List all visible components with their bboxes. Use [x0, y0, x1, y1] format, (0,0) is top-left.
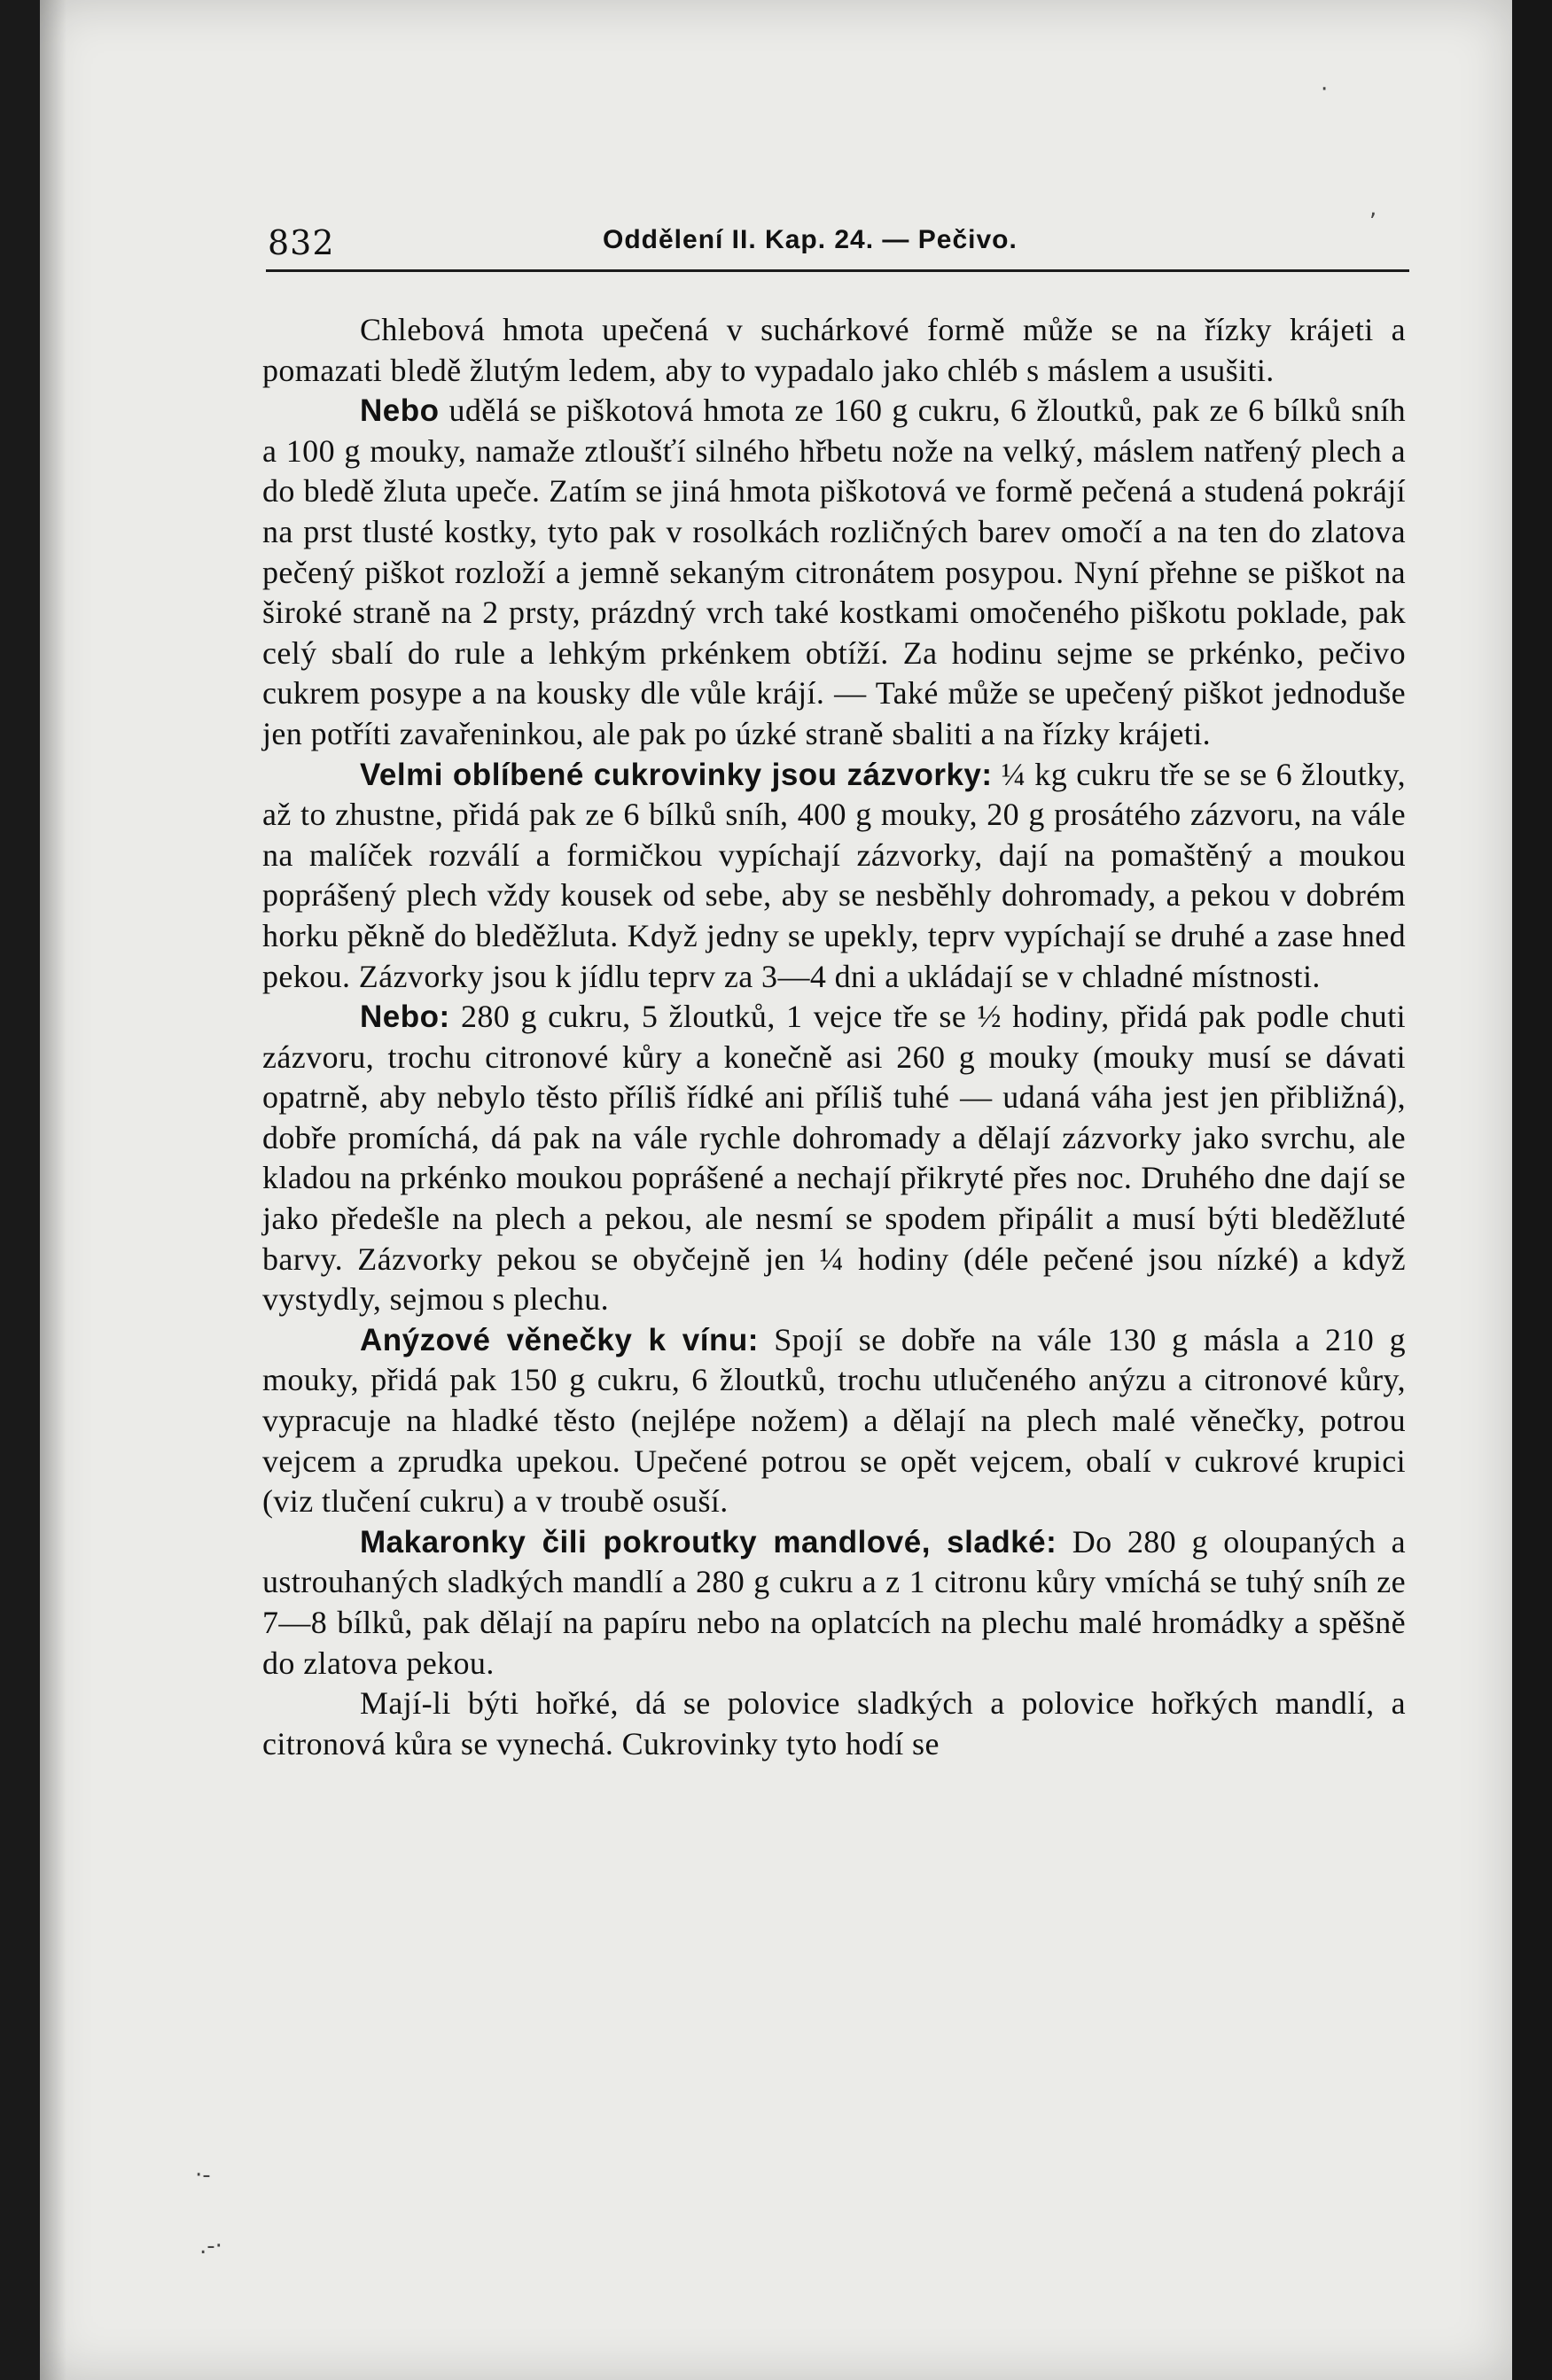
paragraph [262, 755, 1406, 998]
speck-mark: ·- [195, 2162, 211, 2189]
scan-border-right [1512, 0, 1552, 2380]
speck-mark: .-· [199, 2233, 222, 2259]
page-body [262, 310, 1406, 1764]
paragraph-lead: Velmi oblíbené cukrovinky jsou zázvorky: [360, 757, 993, 792]
page-number: 832 [268, 223, 335, 262]
paragraph [262, 1320, 1406, 1522]
paragraph-text: Chlebová hmota upečená v suchárkové formě může se na řízky krájeti a pomazati bledě žlutým ledem, aby to vypadalo jako chléb s máslem a usušiti. [262, 312, 1406, 388]
paragraph [262, 1522, 1406, 1684]
paragraph-lead: Anýzové věnečky k vínu: [360, 1322, 759, 1357]
paragraph-text: udělá se piškotová hmota ze 160 g cukru, 6 žloutků, pak ze 6 bílků sníh a 100 g mouky, namaže ztloušťí silného hřbetu nože na velký, máslem natřený plech a do bledě žluta upeče. Zatím se jiná hmota piškotová ve formě pečená a studená pokrájí na prst tlusté kostky, tyto pak v rosolkách rozličných barev omočí a na ten do zlatova pečený piškot rozloží a jemně sekaným citronátem posypou. Nyní přehne se piškot na široké straně na 2 prsty, prázdný vrch také kostkami omočeného piškotu poklade, pak celý sbalí do rule a lehkým prkénkem obtíží. Za hodinu sejme se prkénko, pečivo cukrem posype a na kousky dle vůle krájí. — Také může se upečený piškot jednoduše jen potříti zavařeninkou, ale pak po úzké straně sbaliti a na řízky krájeti. [262, 393, 1406, 751]
paragraph-lead: Makaronky čili pokroutky mandlové, sladké: [360, 1524, 1057, 1559]
paragraph-text: 280 g cukru, 5 žloutků, 1 vejce tře se ½ hodiny, přidá pak podle chuti zázvoru, trochu citronové kůry a konečně asi 260 g mouky (mouky musí se dávati opatrně, aby nebylo těsto příliš řídké ani příliš tuhé — udaná váha jest jen přibližná), dobře promíchá, dá pak na vále rychle dohromady a dělají zázvorky jako svrchu, ale kladou na prkénko moukou poprášené a nechají přikryté přes noc. Druhého dne dají se jako předešle na plech a pekou, ale nesmí se spodem připálit a musí býti bleděžluté barvy. Zázvorky pekou se obyčejně jen ¼ hodiny (déle pečené jsou nízké) a když vystydly, sejmou s plechu. [262, 999, 1407, 1318]
paragraph [262, 391, 1406, 754]
speck-mark: , [1369, 195, 1377, 222]
paragraph-lead: Nebo: [360, 999, 450, 1035]
paragraph-text: Do 280 g oloupaných a ustrouhaných sladkých mandlí a 280 g cukru a z 1 citronu kůry vmíchá se tuhý sníh ze 7—8 bílků, pak dělají na papíru nebo na oplatcích na plechu malé hromádky a spěšně do zlatova pekou. [262, 1523, 1406, 1681]
paragraph-text: Mají-li býti hořké, dá se polovice sladkých a polovice hořkých mandlí, a citronová kůra se vynechá. Cukrovinky tyto hodí se [262, 1685, 1406, 1762]
paragraph [262, 997, 1406, 1320]
scan-border-left [0, 0, 40, 2380]
paragraph [262, 1684, 1406, 1764]
paragraph-text: ¼ kg cukru tře se se 6 žloutky, až to zhustne, přidá pak ze 6 bílků sníh, 400 g mouky, 20 g prosátého zázvoru, na vále na malíček rozválí a formičkou vypíchají zázvorky, dají na pomaštěný a moukou poprášený plech vždy kousek od sebe, aby se nesběhly dohromady, a pekou v dobrém horku pěkně do bleděžluta. Když jedny se upekly, teprv vypíchají se druhé a zase hned pekou. Zázvorky jsou k jídlu teprv za 3—4 dni a ukládají se v chladné místnosti. [262, 756, 1407, 994]
paragraph-text: Spojí se dobře na vále 130 g másla a 210 g mouky, přidá pak 150 g cukru, 6 žloutků, trochu utlučeného anýzu a citronové kůry, vypracuje na hladké těsto (nejlépe nožem) a dělají na plech malé věnečky, potrou vejcem a zprudka upekou. Upečené potrou se opět vejcem, obalí v cukrové krupici (viz tlučení cukru) a v troubě osuší. [262, 1321, 1407, 1520]
speck-mark: · [1321, 76, 1329, 103]
running-head: Oddělení II. Kap. 24. — Pečivo. [603, 225, 1018, 254]
page-header [266, 218, 1409, 272]
paragraph-lead: Nebo [360, 393, 440, 429]
page-spine-shadow [40, 0, 66, 2380]
paragraph [262, 310, 1406, 391]
